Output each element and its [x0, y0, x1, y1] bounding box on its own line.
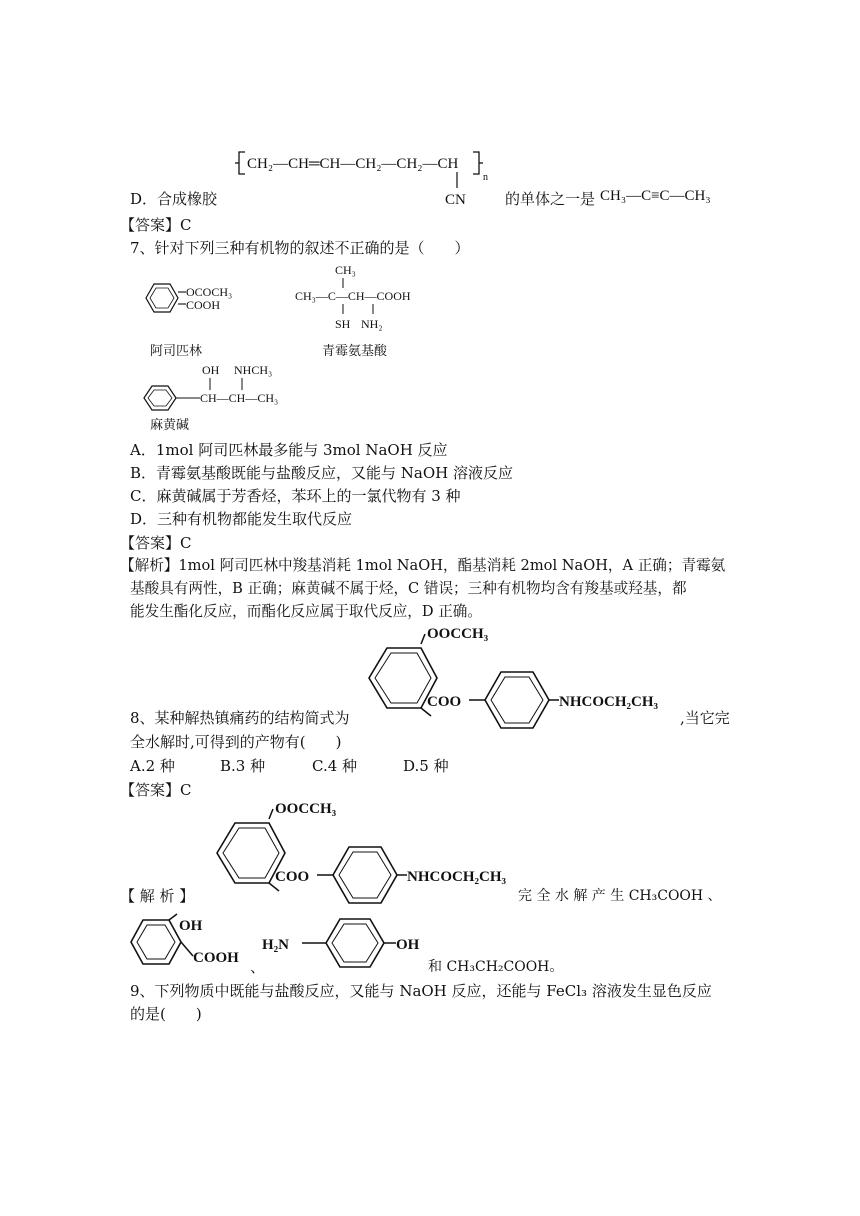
- svg-text:CH₃—C≡C—CH₃: CH₃—C≡C—CH₃: [600, 188, 711, 204]
- svg-text:CH₃—C—CH—COOH: CH₃—C—CH—COOH: [295, 289, 411, 303]
- q8-stem-b: ,当它完: [680, 709, 730, 727]
- polymer-n: n: [483, 172, 488, 183]
- penicillamine-name: 青霉氨基酸: [322, 344, 388, 359]
- q6-answer: 【答案】C: [120, 216, 192, 234]
- ephedrine-name: 麻黄碱: [150, 418, 190, 433]
- svg-text:OOCCH₃: OOCCH₃: [275, 801, 337, 817]
- q8-choice-c: C.4 种: [312, 757, 358, 775]
- svg-text:COOH: COOH: [193, 950, 239, 966]
- aminophenol-structure: [262, 915, 432, 975]
- q7-option-a: A．1mol 阿司匹林最多能与 3mol NaOH 反应: [130, 441, 448, 459]
- q8-choice-b: B.3 种: [220, 757, 266, 775]
- q8-stem-a: 8、某种解热镇痛药的结构简式为: [130, 709, 350, 727]
- q6-option-d-mid: 的单体之一是: [505, 190, 596, 208]
- aspirin-name: 阿司匹林: [150, 344, 203, 359]
- q9-stem-line1: 9、下列物质中既能与盐酸反应，又能与 NaOH 反应，还能与 FeCl₃ 溶液发生显色反应: [130, 982, 712, 1000]
- q7-stem: 7、针对下列三种有机物的叙述不正确的是（ ）: [130, 239, 470, 257]
- ephedrine-structure: [138, 362, 298, 412]
- q8-sep: 、: [250, 958, 266, 976]
- q7-option-c: C．麻黄碱属于芳香烃，苯环上的一氯代物有 3 种: [130, 487, 461, 505]
- svg-text:OCOCH₃: OCOCH₃: [186, 285, 233, 299]
- aspirin-structure: [136, 272, 266, 322]
- svg-text:OOCCH₃: OOCCH₃: [427, 626, 489, 642]
- q8-analysis-text: 完 全 水 解 产 生 CH₃COOH 、: [518, 888, 722, 904]
- polymer-chain: CH₂—CH═CH—CH₂—CH₂—CH: [247, 156, 459, 172]
- q7-analysis-line2: 基酸具有两性，B 正确；麻黄碱不属于烃，C 错误；三种有机物均含有羧基或羟基，都: [130, 580, 687, 597]
- svg-text:COO: COO: [427, 694, 462, 710]
- q6-option-d: D．合成橡胶: [130, 190, 218, 208]
- svg-text:H₂N: H₂N: [262, 937, 289, 953]
- drug-structure-analysis: [213, 795, 533, 900]
- q8-tail: 和 CH₃CH₂COOH。: [428, 959, 564, 975]
- q8-choice-a: A.2 种: [130, 757, 175, 775]
- q8-stem-c: 全水解时,可得到的产物有( ): [130, 733, 342, 751]
- svg-text:OH: OH: [202, 363, 220, 377]
- q7-analysis-line3: 能发生酯化反应，而酯化反应属于取代反应，D 正确。: [130, 603, 482, 620]
- q7-analysis-line1: 【解析】1mol 阿司匹林中羧基消耗 1mol NaOH，酯基消耗 2mol NaOH，A 正确；青霉氨: [120, 557, 726, 574]
- polymer-structure: [235, 148, 495, 210]
- q8-answer: 【答案】C: [120, 781, 192, 799]
- penicillamine-structure: [295, 260, 455, 335]
- monomer-structure: [600, 182, 730, 206]
- svg-text:COO: COO: [275, 869, 310, 885]
- q8-analysis-label: 【 解 析 】: [120, 887, 195, 905]
- q7-option-d: D．三种有机物都能发生取代反应: [130, 510, 353, 528]
- svg-text:CH—CH—CH₃: CH—CH—CH₃: [200, 391, 279, 405]
- svg-text:SH: SH: [335, 317, 351, 331]
- svg-text:COOH: COOH: [186, 298, 221, 312]
- svg-text:NHCH₃: NHCH₃: [234, 363, 273, 377]
- svg-text:OH: OH: [396, 937, 420, 953]
- svg-text:NHCOCH₂CH₃: NHCOCH₂CH₃: [559, 694, 658, 710]
- svg-text:NH₂: NH₂: [361, 317, 383, 331]
- svg-text:CH₃: CH₃: [335, 263, 356, 277]
- polymer-cn: CN: [445, 192, 466, 208]
- svg-text:OH: OH: [179, 918, 203, 934]
- salicylic-acid-structure: [127, 910, 257, 972]
- svg-text:NHCOCH₂CH₃: NHCOCH₂CH₃: [407, 869, 506, 885]
- q8-choice-d: D.5 种: [403, 757, 449, 775]
- q7-answer: 【答案】C: [120, 534, 192, 552]
- drug-structure: [365, 620, 685, 725]
- q7-option-b: B．青霉氨基酸既能与盐酸反应，又能与 NaOH 溶液反应: [130, 464, 514, 482]
- q9-stem-line2: 的是( ): [130, 1005, 202, 1023]
